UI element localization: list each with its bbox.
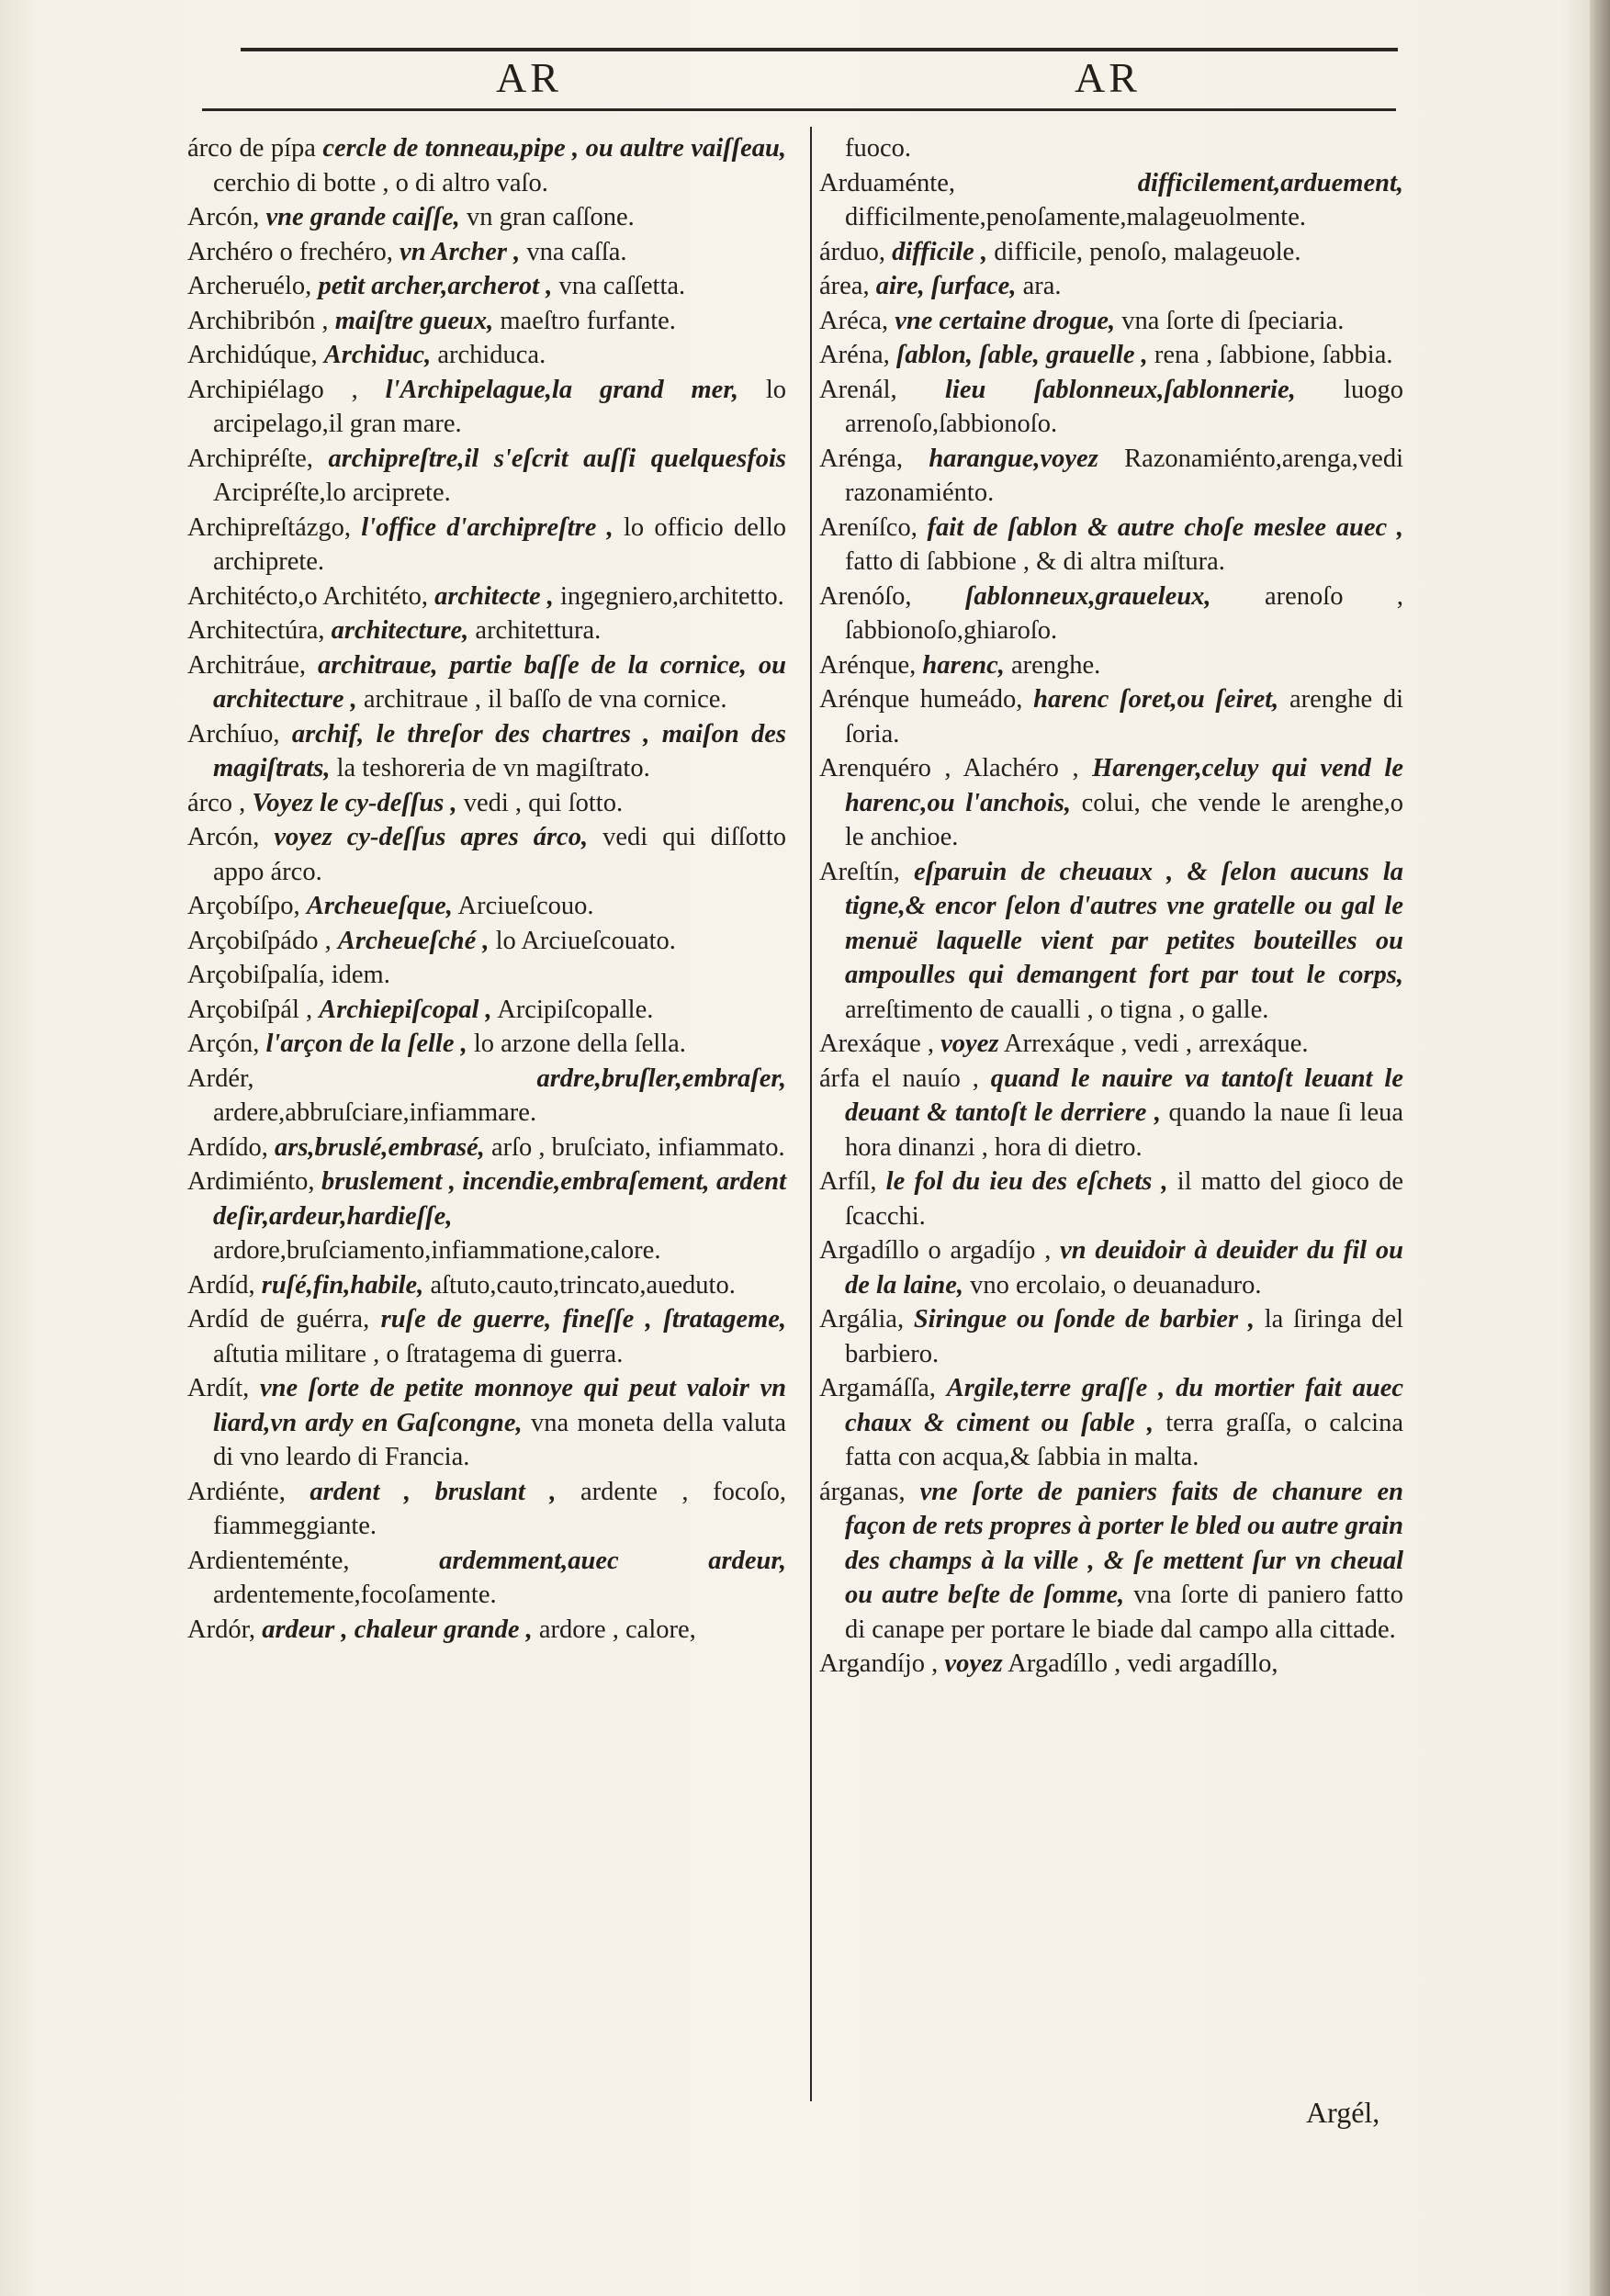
italian-gloss: ardentemente,focoſamente. bbox=[213, 1581, 497, 1609]
headword: Ardíd, bbox=[187, 1270, 255, 1300]
french-gloss: ardent , bruslant , bbox=[310, 1477, 557, 1506]
headword: Ardór, bbox=[187, 1615, 256, 1644]
french-gloss: difficilement,arduement, bbox=[1137, 168, 1403, 197]
italian-gloss: arenoſo , ſabbionoſo,ghiaroſo. bbox=[845, 581, 1403, 645]
dictionary-entry bbox=[819, 580, 1403, 648]
french-gloss: aire, ſurface, bbox=[875, 272, 1017, 300]
french-gloss: harenc ſoret,ou ſeiret, bbox=[1033, 685, 1279, 714]
headword: Archeruélo, bbox=[187, 272, 312, 300]
italian-gloss: archiduca. bbox=[437, 341, 546, 369]
headword: Argália, bbox=[819, 1305, 905, 1334]
italian-gloss: arſo , bruſciato, infiammato. bbox=[490, 1132, 785, 1162]
french-gloss: cercle de tonneau,pipe , ou aultre vaiſſeau, bbox=[322, 134, 786, 163]
dictionary-entry bbox=[187, 1131, 786, 1165]
headword: Arçobiſpál , bbox=[187, 995, 313, 1024]
french-gloss: l'Archipelague,la grand mer, bbox=[385, 375, 738, 404]
dictionary-entry bbox=[819, 511, 1403, 580]
italian-gloss: terra graſſa, o calcina fatta con acqua,& ſabbia in malta. bbox=[845, 1408, 1404, 1471]
french-gloss: ruſé,fin,habile, bbox=[261, 1270, 424, 1300]
dictionary-entry bbox=[187, 269, 786, 304]
headword: árfa el nauío , bbox=[819, 1064, 979, 1093]
headword: Architectúra, bbox=[187, 616, 325, 645]
dictionary-entry bbox=[187, 648, 786, 717]
column-divider bbox=[810, 127, 812, 2101]
headword: Ardienteménte, bbox=[187, 1546, 350, 1575]
italian-gloss: aſtutia militare , o ſtratagema di guerra. bbox=[213, 1339, 624, 1368]
dictionary-entry bbox=[819, 682, 1403, 751]
italian-gloss: vna ſorte di paniero fatto di canape per portare le biade dal campo alla cittade. bbox=[845, 1581, 1404, 1644]
running-head-right: AR bbox=[1075, 54, 1141, 101]
french-gloss: le fol du ieu des eſchets , bbox=[885, 1167, 1168, 1196]
headword: Archipiélago , bbox=[187, 375, 358, 404]
left-column bbox=[187, 131, 786, 1647]
headword: árduo, bbox=[819, 237, 886, 266]
dictionary-entry bbox=[187, 1027, 786, 1062]
italian-gloss: fatto di ſabbione , & di altra miſtura. bbox=[845, 547, 1225, 576]
headword: árco , bbox=[187, 788, 246, 817]
french-gloss: eſparuin de cheuaux , & ſelon aucuns la tigne,& encor ſelon d'autres vne gratelle ou gal le menuë laquelle vient par petites bouteilles ou ampoulles qui demangent fort par tout le corps, bbox=[845, 857, 1403, 989]
headword: Arexáque , bbox=[819, 1030, 935, 1058]
italian-gloss: colui, che vende le arenghe,o le anchioe. bbox=[845, 788, 1404, 851]
italian-gloss: vedi qui diſſotto appo árco. bbox=[213, 823, 786, 886]
french-gloss: voyez bbox=[940, 1030, 999, 1058]
dictionary-entry bbox=[819, 338, 1403, 373]
top-rule bbox=[241, 48, 1398, 51]
french-gloss: Archeueſque, bbox=[306, 892, 453, 920]
italian-gloss: Arcipiſcopalle. bbox=[497, 995, 654, 1024]
headword: Archéro o frechéro, bbox=[187, 237, 393, 266]
headword: Ardér, bbox=[187, 1064, 254, 1093]
headword: Areſtín, bbox=[819, 857, 900, 886]
french-gloss: voyez bbox=[944, 1649, 1003, 1678]
dictionary-entry bbox=[187, 235, 786, 270]
italian-gloss: ingegniero,architetto. bbox=[560, 581, 784, 611]
dictionary-entry bbox=[819, 442, 1403, 511]
italian-gloss: ardore , calore, bbox=[538, 1615, 696, 1644]
french-gloss: ſablon, ſable, grauelle , bbox=[895, 341, 1148, 369]
headword: Architécto,o Architéto, bbox=[187, 581, 428, 611]
french-gloss: vne grande caiſſe, bbox=[265, 203, 460, 231]
french-gloss: vn Archer , bbox=[400, 237, 521, 266]
french-gloss: quand le nauire va tantoſt leuant le deuant & tantoſt le derriere , bbox=[845, 1064, 1404, 1127]
right-column bbox=[819, 131, 1403, 1682]
headword: Arenóſo, bbox=[819, 581, 912, 611]
headword: Arénque humeádo, bbox=[819, 685, 1023, 714]
italian-gloss: Arciueſcouo. bbox=[457, 892, 594, 920]
french-gloss: Voyez le cy-deſſus , bbox=[252, 788, 457, 817]
dictionary-entry bbox=[187, 1165, 786, 1268]
french-gloss: Argile,terre graſſe , du mortier fait auec chaux & ciment ou ſable , bbox=[845, 1374, 1403, 1437]
french-gloss: l'office d'archipreſtre , bbox=[361, 512, 614, 542]
french-gloss: bruslement , incendie,embraſement, ardent deſir,ardeur,hardieſſe, bbox=[213, 1167, 787, 1231]
french-gloss: difficile , bbox=[892, 237, 988, 266]
french-gloss: ars,bruslé,embrasé, bbox=[275, 1132, 485, 1162]
headword: Ardído, bbox=[187, 1132, 268, 1162]
italian-gloss: lo arzone della ſella. bbox=[473, 1030, 686, 1058]
french-gloss: vn deuidoir à deuider du fil ou de la laine, bbox=[845, 1236, 1403, 1300]
french-gloss: vne ſorte de paniers faits de chanure en façon de rets propres à porter le bled ou autre grain des champs à la ville , & ſe mettent ſur vn cheual ou autre beſte de ſomme, bbox=[845, 1477, 1404, 1609]
headword: Arduaménte, bbox=[819, 168, 955, 197]
french-gloss: ardemment,auec ardeur, bbox=[439, 1546, 786, 1575]
italian-gloss: vna caſſa. bbox=[526, 237, 627, 266]
french-gloss: archipreſtre,il s'eſcrit auſſi quelquesfois bbox=[328, 444, 786, 473]
italian-gloss: lo arcipelago,il gran mare. bbox=[213, 375, 786, 438]
italian-gloss: vedi , qui ſotto. bbox=[463, 788, 624, 817]
dictionary-entry bbox=[187, 131, 786, 200]
dictionary-entry bbox=[819, 1233, 1403, 1302]
french-gloss: maiſtre gueux, bbox=[334, 306, 494, 335]
french-gloss: archif, le threſor des chartres , maiſon des magiſtrats, bbox=[213, 719, 786, 782]
dictionary-entry bbox=[187, 1475, 786, 1544]
italian-gloss: aſtuto,cauto,trincato,aueduto. bbox=[430, 1270, 736, 1300]
italian-gloss: lo Arciueſcouato. bbox=[495, 926, 676, 955]
french-gloss: petit archer,archerot , bbox=[318, 272, 553, 300]
headword: Ardimiénto, bbox=[187, 1167, 315, 1196]
dictionary-entry bbox=[187, 924, 786, 959]
italian-gloss: rena , ſabbione, ſabbia. bbox=[1154, 341, 1393, 369]
dictionary-entry bbox=[187, 889, 786, 924]
dictionary-entry bbox=[187, 1544, 786, 1613]
headword: Arenquéro , Alachéro , bbox=[819, 754, 1079, 782]
italian-gloss: cerchio di botte , o di altro vaſo. bbox=[213, 168, 548, 197]
french-gloss: harenc, bbox=[922, 650, 1005, 680]
french-gloss: ardeur , chaleur grande , bbox=[262, 1615, 533, 1644]
dictionary-entry bbox=[187, 338, 786, 373]
italian-gloss: Arrexáque , vedi , arrexáque. bbox=[1004, 1030, 1309, 1058]
headword: Argadíllo o argadíjo , bbox=[819, 1236, 1052, 1265]
italian-gloss: ardere,abbruſciare,infiammare. bbox=[213, 1098, 537, 1127]
italian-gloss: idem. bbox=[331, 961, 390, 989]
italian-gloss: vna moneta della valuta di vno leardo di Francia. bbox=[213, 1408, 786, 1471]
dictionary-entry bbox=[819, 1647, 1403, 1682]
headword: Arénque, bbox=[819, 650, 917, 680]
headword: Ardíd de guérra, bbox=[187, 1305, 370, 1334]
dictionary-entry bbox=[187, 442, 786, 511]
dictionary-entry bbox=[187, 304, 786, 339]
french-gloss: l'arçon de la ſelle , bbox=[265, 1030, 467, 1058]
dictionary-entry bbox=[187, 786, 786, 821]
dictionary-entry bbox=[819, 269, 1403, 304]
italian-gloss: Arcipréſte,lo arciprete. bbox=[213, 478, 451, 507]
dictionary-entry bbox=[819, 304, 1403, 339]
headword: Arçón, bbox=[187, 1030, 260, 1058]
headword: Arcón, bbox=[187, 823, 260, 851]
italian-gloss: difficilmente,penoſamente,malageuolmente. bbox=[845, 203, 1306, 231]
french-gloss: vne certaine drogue, bbox=[895, 306, 1116, 335]
italian-gloss: ara. bbox=[1022, 272, 1062, 300]
italian-gloss: vna ſorte di ſpeciaria. bbox=[1121, 306, 1345, 335]
french-gloss: Harenger,celuy qui vend le harenc,ou l'anchois, bbox=[845, 754, 1404, 817]
dictionary-entry bbox=[819, 1302, 1403, 1371]
italian-gloss: fuoco. bbox=[845, 134, 912, 163]
french-gloss: architecture, bbox=[331, 616, 469, 645]
italian-gloss: Razonamiénto,arenga,vedi razonamiénto. bbox=[845, 444, 1403, 507]
dictionary-entry bbox=[819, 1027, 1403, 1062]
headword: árganas, bbox=[819, 1477, 906, 1506]
french-gloss: Siringue ou ſonde de barbier , bbox=[913, 1305, 1255, 1334]
dictionary-entry bbox=[819, 855, 1403, 1028]
italian-gloss: lo officio dello archiprete. bbox=[213, 512, 787, 576]
dictionary-entry bbox=[819, 1062, 1403, 1165]
dictionary-entry bbox=[187, 958, 786, 993]
french-gloss: architecte , bbox=[434, 581, 554, 611]
italian-gloss: la teshoreria de vn magiſtrato. bbox=[336, 754, 650, 782]
headword: Archipreſtázgo, bbox=[187, 512, 352, 542]
headword: Arçobiſpádo , bbox=[187, 926, 332, 955]
headword: Aréca, bbox=[819, 306, 889, 335]
italian-gloss: architraue , il baſſo de vna cornice. bbox=[363, 685, 727, 714]
italian-gloss: luogo arrenoſo,ſabbionoſo. bbox=[845, 375, 1403, 438]
dictionary-entry bbox=[187, 200, 786, 235]
french-gloss: Archiepiſcopal , bbox=[319, 995, 492, 1024]
french-gloss: voyez cy-deſſus apres árco, bbox=[274, 823, 589, 851]
dictionary-entry bbox=[187, 1302, 786, 1371]
dictionary-entry bbox=[187, 717, 786, 786]
dictionary-entry bbox=[187, 1371, 786, 1475]
headword: Arçobíſpo, bbox=[187, 892, 300, 920]
french-gloss: Archiduc, bbox=[323, 341, 432, 369]
french-gloss: fait de ſablon & autre choſe meslee auec , bbox=[927, 512, 1403, 542]
italian-gloss: arreſtimento de caualli , o tigna , o galle. bbox=[845, 995, 1269, 1024]
header-rule bbox=[202, 108, 1396, 111]
dictionary-entry bbox=[187, 613, 786, 648]
dictionary-entry bbox=[819, 373, 1403, 442]
dictionary-entry bbox=[819, 1371, 1403, 1475]
italian-gloss: ardore,bruſciamento,infiammatione,calore. bbox=[213, 1236, 661, 1265]
headword: Aréna, bbox=[819, 341, 890, 369]
dictionary-entry bbox=[819, 166, 1403, 235]
dictionary-entry bbox=[819, 235, 1403, 270]
french-gloss: ardre,bruſler,embraſer, bbox=[536, 1064, 786, 1093]
catchword: Argél, bbox=[1306, 2096, 1380, 2129]
italian-gloss: architettura. bbox=[475, 616, 602, 645]
headword: Archibribón , bbox=[187, 306, 329, 335]
headword: Areníſco, bbox=[819, 512, 918, 542]
italian-gloss: vno ercolaio, o deuanaduro. bbox=[970, 1270, 1262, 1300]
headword: Architráue, bbox=[187, 650, 306, 680]
dictionary-entry bbox=[187, 580, 786, 614]
headword: árco de pípa bbox=[187, 134, 316, 163]
headword: Arenál, bbox=[819, 375, 897, 404]
dictionary-entry bbox=[187, 511, 786, 580]
italian-gloss: ardente , focoſo, fiammeggiante. bbox=[213, 1477, 787, 1540]
french-gloss: architraue, partie baſſe de la cornice, ou architecture , bbox=[213, 650, 786, 714]
dictionary-entry bbox=[187, 373, 786, 442]
headword: Archipréſte, bbox=[187, 444, 313, 473]
dictionary-entry bbox=[819, 1475, 1403, 1648]
italian-gloss: la ſiringa del barbiero. bbox=[845, 1305, 1404, 1368]
dictionary-entry bbox=[187, 1268, 786, 1303]
italian-gloss: Argadíllo , vedi argadíllo, bbox=[1008, 1649, 1278, 1678]
italian-gloss: vna caſſetta. bbox=[558, 272, 686, 300]
headword: Ardiénte, bbox=[187, 1477, 286, 1506]
headword: Arcón, bbox=[187, 203, 260, 231]
french-gloss: ſablonneux,graueleux, bbox=[964, 581, 1211, 611]
dictionary-entry bbox=[187, 1062, 786, 1131]
french-gloss: Archeueſché , bbox=[337, 926, 490, 955]
headword: Argamáſſa, bbox=[819, 1374, 936, 1402]
headword: Arçobiſpalía, bbox=[187, 961, 325, 989]
italian-gloss: difficile, penoſo, malageuole. bbox=[994, 237, 1301, 266]
dictionary-entry bbox=[187, 1613, 786, 1648]
dictionary-entry bbox=[819, 751, 1403, 855]
page-edge bbox=[1590, 0, 1610, 2296]
dictionary-entry bbox=[819, 648, 1403, 683]
running-head-left: AR bbox=[496, 54, 562, 101]
french-gloss: ruſe de guerre, fineſſe , ſtratageme, bbox=[380, 1305, 787, 1334]
french-gloss: lieu ſablonneux,ſablonnerie, bbox=[945, 375, 1296, 404]
headword: Archidúque, bbox=[187, 341, 318, 369]
italian-gloss: vn gran caſſone. bbox=[466, 203, 635, 231]
headword: Archíuo, bbox=[187, 719, 280, 748]
dictionary-entry bbox=[819, 1165, 1403, 1233]
italian-gloss: arenghe di ſoria. bbox=[845, 685, 1404, 748]
italian-gloss: maeſtro furfante. bbox=[500, 306, 676, 335]
french-gloss: harangue,voyez bbox=[929, 444, 1098, 473]
dictionary-entry bbox=[819, 131, 1403, 166]
headword: Argandíjo , bbox=[819, 1649, 939, 1678]
headword: Ardít, bbox=[187, 1374, 250, 1402]
french-gloss: vne ſorte de petite monnoye qui peut valoir vn liard,vn ardy en Gaſcongne, bbox=[213, 1374, 787, 1437]
headword: Arfíl, bbox=[819, 1167, 877, 1196]
italian-gloss: quando la naue ſi leua hora dinanzi , hora di dietro. bbox=[845, 1098, 1403, 1162]
headword: área, bbox=[819, 272, 870, 300]
italian-gloss: il matto del gioco de ſcacchi. bbox=[845, 1167, 1404, 1231]
headword: Arénga, bbox=[819, 444, 903, 473]
dictionary-entry bbox=[187, 993, 786, 1028]
dictionary-entry bbox=[187, 820, 786, 889]
italian-gloss: arenghe. bbox=[1010, 650, 1101, 680]
